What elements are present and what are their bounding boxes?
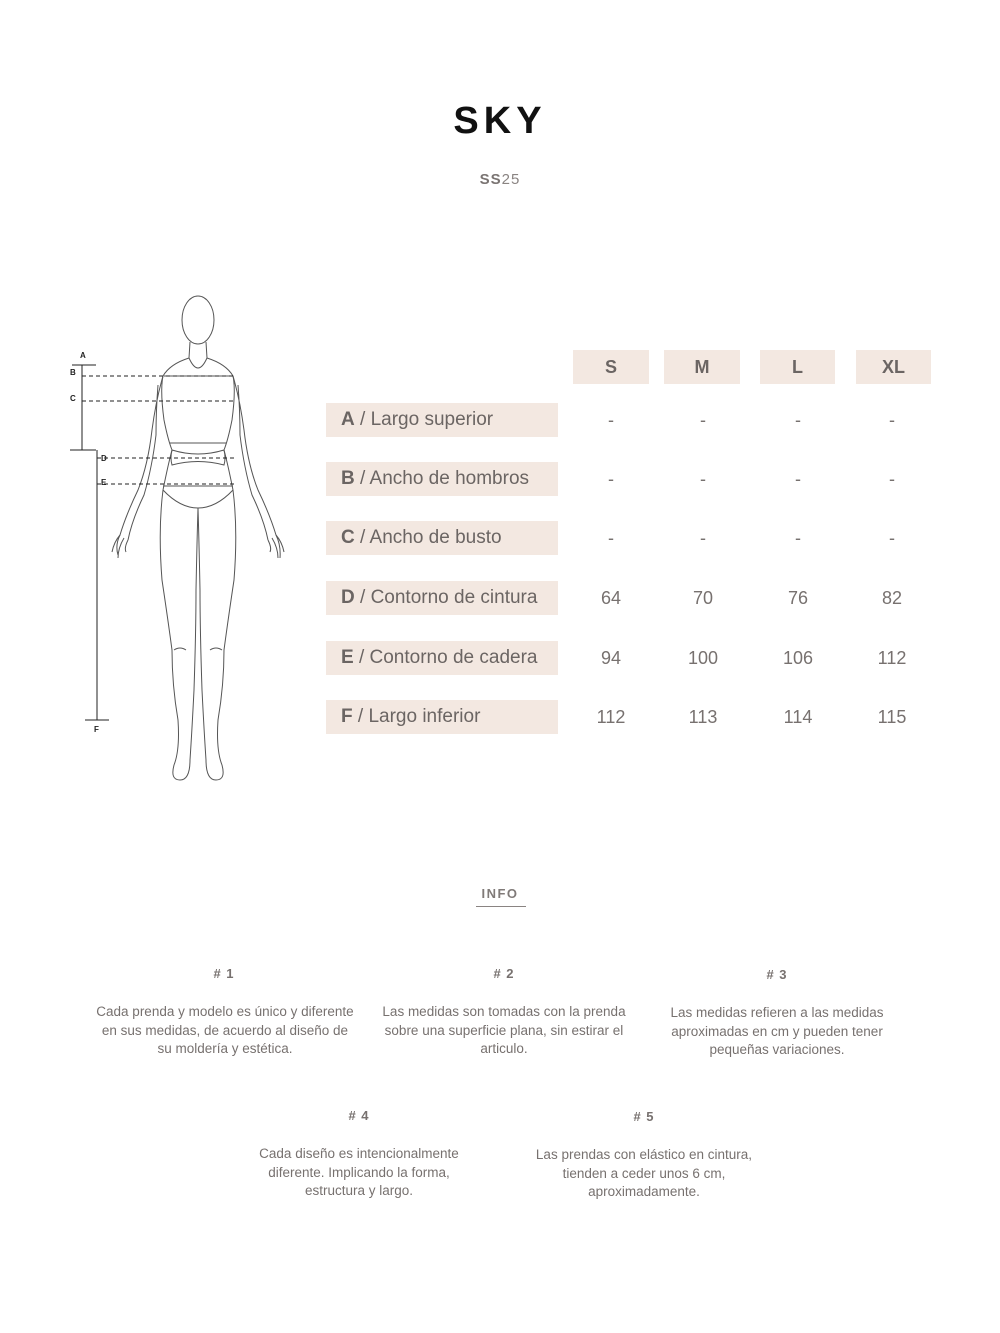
table-cell: 64	[600, 588, 622, 608]
figure-left-leg	[160, 490, 198, 780]
marker-a: A	[80, 351, 86, 360]
table-cell: -	[700, 469, 706, 489]
row-letter: F	[341, 706, 353, 727]
row-label-text: / Largo superior	[354, 409, 494, 430]
marker-b: B	[70, 368, 76, 377]
body-measurement-figure	[60, 290, 300, 790]
row-label-d	[326, 581, 558, 615]
row-label-text: / Ancho de busto	[354, 527, 502, 548]
season-label	[0, 171, 1000, 188]
size-header-s: S	[573, 350, 649, 384]
table-cell: -	[608, 528, 614, 548]
table-cell: 100	[687, 648, 719, 668]
row-label-a	[326, 403, 558, 437]
figure-torso	[162, 358, 235, 490]
row-label-text: / Contorno de cadera	[353, 647, 538, 668]
page-title: SKY	[453, 100, 547, 142]
row-label-e	[326, 641, 558, 675]
table-cell: 113	[688, 707, 718, 727]
table-cell: -	[795, 469, 801, 489]
marker-d: D	[101, 454, 107, 463]
table-cell: -	[608, 469, 614, 489]
table-cell: 112	[596, 707, 626, 727]
row-letter: D	[341, 587, 355, 608]
table-cell: 115	[877, 707, 907, 727]
marker-c: C	[70, 394, 76, 403]
table-cell: 112	[877, 648, 907, 668]
note-text-1: Cada prenda y modelo es único y diferente en sus medidas, de acuerdo al diseño de su moldería y estética.	[96, 1004, 354, 1056]
table-cell: -	[608, 410, 614, 430]
row-label-c	[326, 521, 558, 555]
row-letter: B	[341, 468, 355, 489]
table-cell: -	[795, 410, 801, 430]
season-suffix: 25	[501, 171, 521, 188]
row-letter: A	[341, 409, 355, 430]
table-cell: -	[795, 528, 801, 548]
note-text-4: Cada diseño es intencionalmente diferente. Implicando la forma, estructura y largo.	[259, 1146, 459, 1198]
size-header-xl: XL	[856, 350, 931, 384]
figure-right-hand	[268, 535, 284, 558]
row-label-text: / Ancho de hombros	[354, 468, 530, 489]
size-header-l: L	[760, 350, 835, 384]
figure-top	[164, 376, 232, 465]
row-label-f	[326, 700, 558, 734]
note-text-3: Las medidas refieren a las medidas aproximadas en cm y pueden tener pequeñas variaciones.	[670, 1005, 884, 1057]
table-cell: 76	[787, 588, 809, 608]
size-header-m: M	[664, 350, 740, 384]
table-cell: -	[889, 528, 895, 548]
note-number-2: # 2	[493, 966, 515, 981]
note-text-2: Las medidas son tomadas con la prenda sobre una superficie plana, sin estirar el articulo.	[382, 1004, 626, 1056]
figure-left-arm	[117, 376, 163, 555]
marker-e: E	[101, 478, 107, 487]
note-number-1: # 1	[213, 966, 235, 981]
figure-right-leg	[198, 490, 236, 780]
season-prefix: SS	[479, 171, 502, 188]
row-label-b	[326, 462, 558, 496]
note-number-3: # 3	[766, 967, 788, 982]
note-number-4: # 4	[348, 1108, 370, 1123]
table-cell: 82	[881, 588, 903, 608]
figure-briefs	[163, 486, 233, 508]
figure-right-arm	[233, 376, 280, 558]
table-cell: 106	[782, 648, 814, 668]
row-letter: E	[341, 647, 354, 668]
info-divider	[476, 906, 526, 907]
figure-knees	[174, 648, 222, 650]
table-cell: -	[700, 528, 706, 548]
figure-collar	[189, 358, 207, 368]
table-cell: -	[889, 469, 895, 489]
table-cell: -	[889, 410, 895, 430]
note-text-5: Las prendas con elástico en cintura, tienden a ceder unos 6 cm, aproximadamente.	[535, 1147, 753, 1199]
table-cell: 94	[600, 648, 622, 668]
info-heading: INFO	[481, 886, 519, 901]
row-letter: C	[341, 527, 355, 548]
figure-head	[182, 296, 214, 344]
note-number-5: # 5	[633, 1109, 655, 1124]
table-cell: -	[700, 410, 706, 430]
table-cell: 70	[692, 588, 714, 608]
figure-left-hand	[112, 535, 128, 558]
table-cell: 114	[783, 707, 813, 727]
row-label-text: / Largo inferior	[352, 706, 481, 727]
row-label-text: / Contorno de cintura	[354, 587, 538, 608]
marker-f: F	[94, 725, 99, 734]
